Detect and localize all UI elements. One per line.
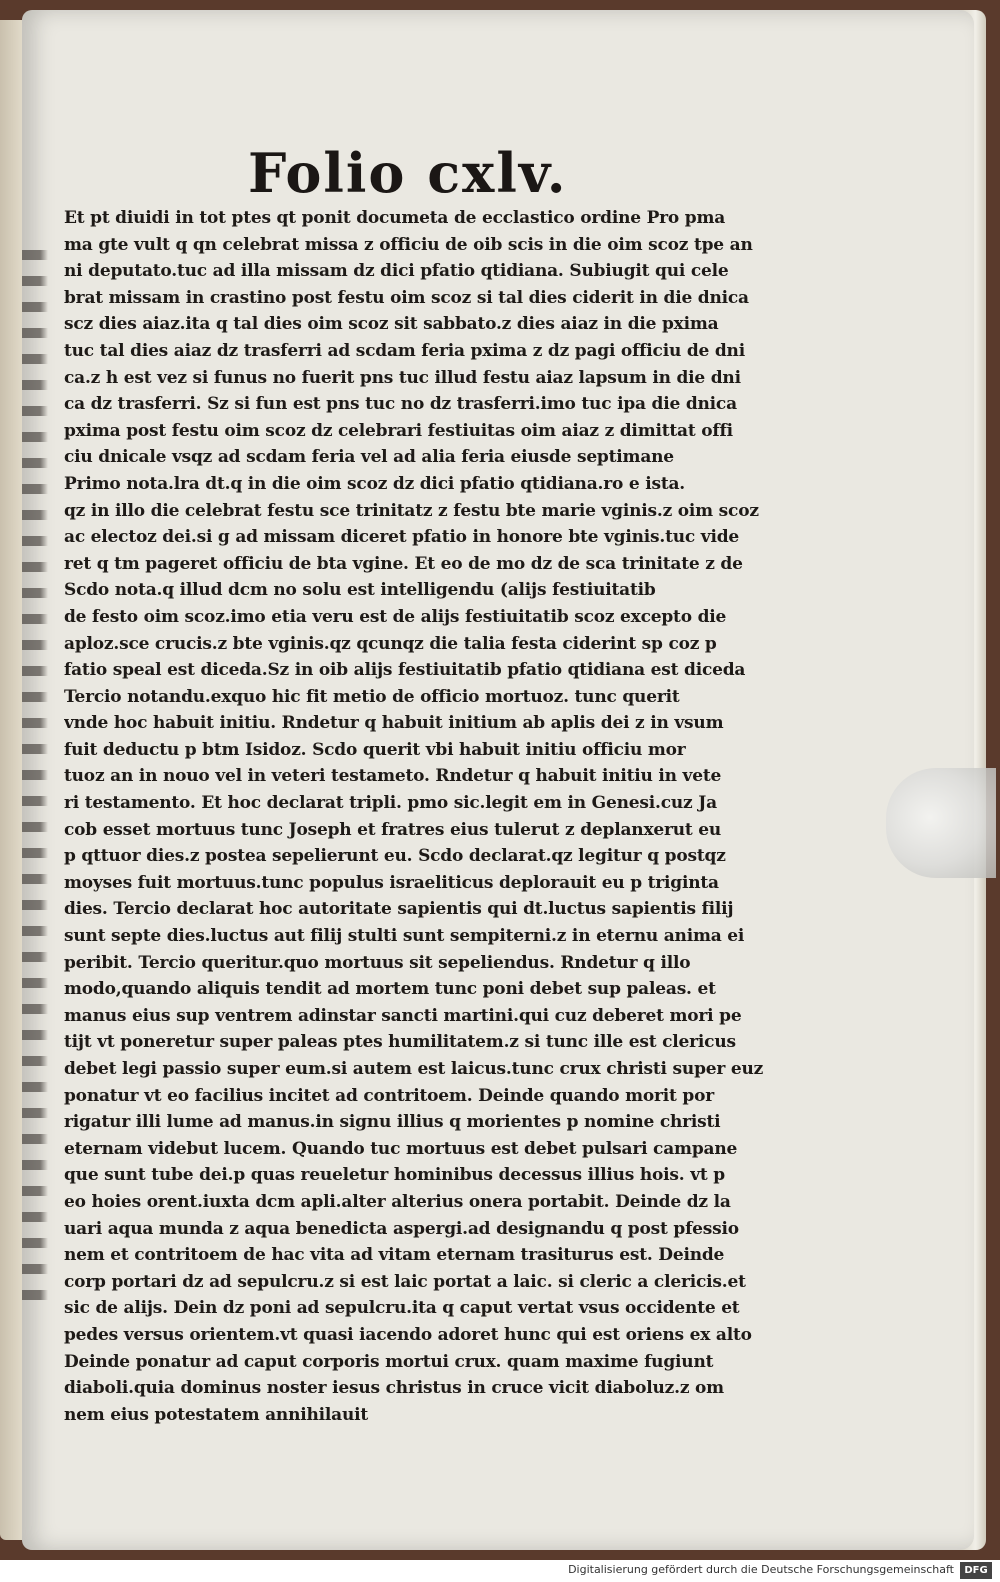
text-line: uari aqua munda z aqua benedicta aspergi.ad designandu q post pfessio [64,1218,739,1239]
text-line: corp portari dz ad sepulcru.z si est laic portat a laic. si cleric a clericis.et [64,1271,746,1292]
text-line: tuoz an in nouo vel in veteri testameto. Rndetur q habuit initiu in vete [64,766,722,787]
text-line: eternam videbut lucem. Quando tuc mortuus est debet pulsari campane [64,1138,738,1159]
text-line: scz dies aiaz.ita q tal dies oim scoz sit sabbato.z dies aiaz in die pxima [64,314,719,335]
dfg-logo: DFG [960,1562,992,1579]
text-line: ri testamento. Et hoc declarat tripli. pmo sic.legit em in Genesi.cuz Ja [64,793,717,814]
text-line: Tercio notandu.exquo hic fit metio de officio mortuoz. tunc querit [64,686,680,707]
text-line: ca.z h est vez si funus no fuerit pns tuc illud festu aiaz lapsum in die dni [64,367,741,388]
text-line: sic de alijs. Dein dz poni ad sepulcru.ita q caput vertat vsus occidente et [64,1298,740,1319]
text-line: brat missam in crastino post festu oim scoz si tal dies ciderit in die dnica [64,287,749,308]
text-line: pedes versus orientem.vt quasi iacendo adoret hunc qui est oriens ex alto [64,1324,752,1345]
footer-credit: Digitalisierung gefördert durch die Deutsche Forschungsgemeinschaft [568,1563,954,1576]
text-line: aploz.sce crucis.z bte vginis.qz qcunqz die talia festa ciderint sp coz p [64,633,717,654]
text-line: diaboli.quia dominus noster iesus christus in cruce vicit diaboluz.z om [64,1378,724,1399]
text-line: Scdo nota.q illud dcm no solu est intelligendu (alijs festiuitatib [64,580,656,601]
text-line: Primo nota.lra dt.q in die oim scoz dz dici pfatio qtidiana.ro e ista. [64,473,686,494]
text-line: fuit deductu p btm Isidoz. Scdo querit vbi habuit initiu officiu mor [64,739,686,760]
text-line: sunt septe dies.luctus aut filij stulti sunt sempiterni.z in eternu anima ei [64,926,745,947]
text-line: cob esset mortuus tunc Joseph et fratres eius tulerut z deplanxerut eu [64,819,722,840]
text-line: manus eius sup ventrem adinstar sancti martini.qui cuz deberet mori pe [64,1005,742,1026]
text-line: qz in illo die celebrat festu sce trinitatz z festu bte marie vginis.z oim scoz [64,500,759,521]
text-line: Deinde ponatur ad caput corporis mortui crux. quam maxime fugiunt [64,1351,714,1372]
page-clip [886,768,996,878]
text-line: tijt vt poneretur super paleas ptes humilitatem.z si tunc ille est clericus [64,1032,736,1053]
text-line: ni deputato.tuc ad illa missam dz dici pfatio qtidiana. Subiugit qui cele [64,261,729,282]
text-line: Et pt diuidi in tot ptes qt ponit documeta de ecclastico ordine Pro pma [64,208,726,228]
folio-heading: Folio cxlv. [248,141,568,205]
facing-page-text-fragment [22,250,48,1310]
text-line: fatio speal est diceda.Sz in oib alijs festiuitatib pfatio qtidiana est diceda [64,660,746,681]
text-line: ac electoz dei.si g ad missam diceret pfatio in honore bte vginis.tuc vide [64,527,740,548]
text-line: de festo oim scoz.imo etia veru est de alijs festiuitatib scoz excepto die [64,606,727,627]
text-line: ret q tm pageret officiu de bta vgine. Et eo de mo dz de sca trinitate z de [64,553,743,574]
text-line: vnde hoc habuit initiu. Rndetur q habuit initium ab aplis dei z in vsum [64,713,724,734]
text-line: p qttuor dies.z postea sepelierunt eu. Scdo declarat.qz legitur q postqz [64,846,726,867]
text-line: tuc tal dies aiaz dz trasferri ad scdam feria pxima z dz pagi officiu de dni [64,340,745,361]
text-line: ca dz trasferri. Sz si fun est pns tuc no dz trasferri.imo tuc ipa die dnica [64,394,737,415]
text-line: ma gte vult q qn celebrat missa z officiu de oib scis in die oim scoz tpe an [64,234,753,255]
text-line: pxima post festu oim scoz dz celebrari festiuitas oim aiaz z dimittat offi [64,420,733,441]
page-text-block [64,205,784,1428]
text-line: nem et contritoem de hac vita ad vitam eternam trasiturus est. Deinde [64,1245,725,1266]
text-line: que sunt tube dei.p quas reueletur hominibus decessus illius hois. vt p [64,1165,725,1186]
text-line: moyses fuit mortuus.tunc populus israeliticus deplorauit eu p triginta [64,872,719,893]
text-line: nem eius potestatem annihilauit [64,1404,369,1425]
text-line: ciu dnicale vsqz ad scdam feria vel ad alia feria eiusde septimane [64,447,674,468]
text-line: ponatur vt eo facilius incitet ad contritoem. Deinde quando morit por [64,1085,715,1106]
text-line: peribit. Tercio queritur.quo mortuus sit sepeliendus. Rndetur q illo [64,952,691,973]
text-line: eo hoies orent.iuxta dcm apli.alter alterius onera portabit. Deinde dz la [64,1191,731,1212]
text-line: debet legi passio super eum.si autem est laicus.tunc crux christi super euz [64,1059,764,1079]
text-line: rigatur illi lume ad manus.in signu illius q morientes p nomine christi [64,1112,721,1133]
text-line: modo,quando aliquis tendit ad mortem tunc poni debet sup paleas. et [64,979,716,1000]
footer-bar [0,1560,1000,1582]
text-line: dies. Tercio declarat hoc autoritate sapientis qui dt.luctus sapientis filij [64,899,734,920]
